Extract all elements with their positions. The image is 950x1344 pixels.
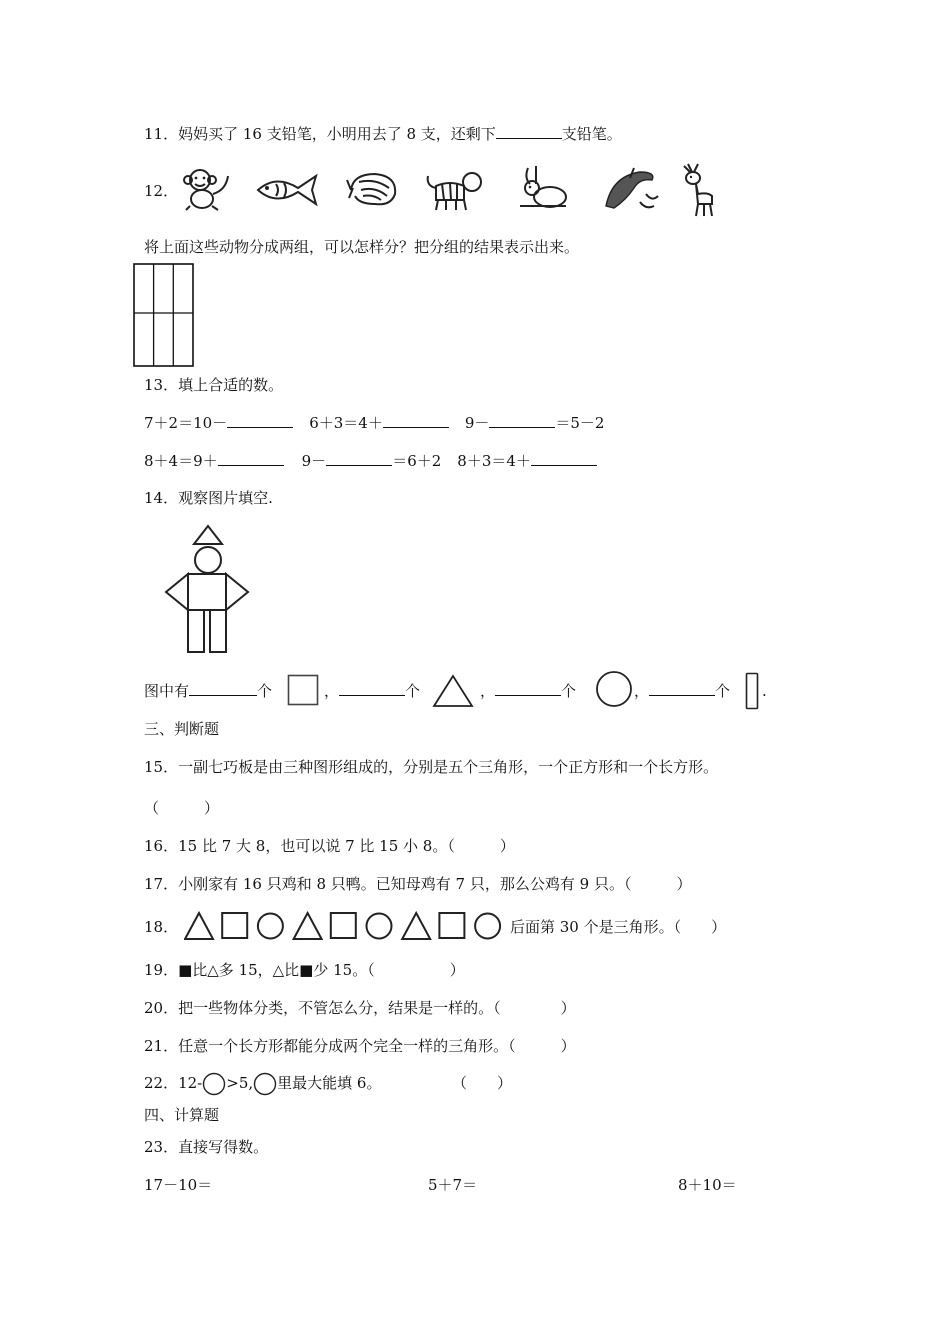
- question-22: [144, 1072, 381, 1096]
- question-11: [144, 123, 622, 145]
- q23-item-2: 5＋7＝: [428, 1176, 478, 1194]
- q23-item-3: 8＋10＝: [678, 1176, 737, 1194]
- q12-number: 12．: [144, 182, 179, 200]
- q14-unit-3: 个: [561, 682, 577, 700]
- q13-blank-5[interactable]: [326, 451, 392, 466]
- q14-fill-line-2: [324, 680, 420, 702]
- sequence-triangle-icon: [185, 913, 213, 939]
- q13-title: 13．填上合适的数。: [144, 376, 284, 394]
- shrimp-icon: [345, 168, 401, 210]
- q22-part-b: >5,: [226, 1074, 254, 1092]
- q14-sep-3: ，: [634, 682, 650, 700]
- q14-unit-4: 个: [715, 682, 731, 700]
- q13-eq-1: 7＋2＝10－: [144, 414, 228, 432]
- deer-icon: [678, 162, 718, 218]
- q13-row-1: [144, 412, 604, 434]
- sequence-square-icon: [331, 913, 356, 938]
- q15-answer-paren[interactable]: （ ）: [144, 799, 220, 817]
- section-3-heading: 三、判断题: [144, 720, 220, 738]
- q13-blank-2[interactable]: [383, 413, 449, 428]
- sequence-circle-icon: [258, 914, 283, 939]
- q13-eq-6: 8＋3＝4＋: [457, 452, 531, 470]
- sequence-square-icon: [222, 913, 247, 938]
- q14-fill-line: [144, 680, 272, 702]
- q22-circle-icon-1: [202, 1072, 226, 1096]
- square-icon: [287, 674, 319, 706]
- q18-number: 18．: [144, 918, 179, 936]
- fish-icon: [254, 172, 320, 208]
- q13-eq-2: 6＋3＝4＋: [309, 414, 383, 432]
- circle-icon: [595, 670, 633, 708]
- question-15: 15．一副七巧板是由三种图形组成的，分别是五个三角形，一个正方形和一个长方形。: [144, 758, 719, 776]
- q13-eq-5a: 9－: [301, 452, 327, 470]
- q14-fill-line-4: [634, 680, 730, 702]
- sequence-square-icon: [439, 913, 464, 938]
- q14-sep-1: ，: [324, 682, 340, 700]
- q13-eq-3b: ＝5－2: [555, 414, 605, 432]
- tiger-icon: [424, 168, 488, 212]
- section-4-heading: 四、计算题: [144, 1106, 220, 1124]
- q13-eq-4: 8＋4＝9＋: [144, 452, 218, 470]
- grouping-grid[interactable]: [133, 263, 194, 367]
- rectangle-icon: [745, 672, 759, 710]
- question-16: 16．15 比 7 大 8，也可以说 7 比 15 小 8。（ ）: [144, 837, 515, 855]
- q14-sep-2: ，: [480, 682, 496, 700]
- sequence-circle-icon: [367, 914, 392, 939]
- q14-fill-line-3: [480, 680, 576, 702]
- q13-blank-3[interactable]: [489, 413, 555, 428]
- q23-title: 23．直接写得数。: [144, 1138, 269, 1156]
- q14-blank-square[interactable]: [189, 681, 257, 696]
- shape-sequence: [184, 911, 510, 941]
- q13-blank-4[interactable]: [218, 451, 284, 466]
- q13-blank-1[interactable]: [227, 413, 293, 428]
- q13-row-2: [144, 450, 597, 472]
- q11-text-end: 支铅笔。: [561, 125, 622, 143]
- triangle-icon: [432, 674, 474, 708]
- q14-unit-2: 个: [405, 682, 421, 700]
- sequence-circle-icon: [475, 914, 500, 939]
- q11-blank[interactable]: [496, 124, 562, 139]
- q22-answer-paren[interactable]: （ ）: [452, 1074, 513, 1092]
- q14-blank-rectangle[interactable]: [649, 681, 715, 696]
- monkey-icon: [180, 166, 232, 212]
- dolphin-icon: [600, 166, 660, 212]
- q13-eq-5b: ＝6＋2: [392, 452, 442, 470]
- sequence-triangle-icon: [294, 913, 322, 939]
- q14-blank-circle[interactable]: [495, 681, 561, 696]
- question-21: 21．任意一个长方形都能分成两个完全一样的三角形。（ ）: [144, 1037, 576, 1055]
- q14-title: 14．观察图片填空.: [144, 489, 273, 507]
- q22-circle-icon-2: [253, 1072, 277, 1096]
- q14-blank-triangle[interactable]: [339, 681, 405, 696]
- q13-blank-6[interactable]: [531, 451, 597, 466]
- question-18: 后面第 30 个是三角形。（ ）: [510, 918, 727, 936]
- q14-end: .: [762, 682, 767, 700]
- q22-part-c: 里最大能填 6。: [277, 1074, 382, 1092]
- question-17: 17．小刚家有 16 只鸡和 8 只鸭。已知母鸡有 7 只，那么公鸡有 9 只。（ ）: [144, 875, 692, 893]
- q12-instruction: 将上面这些动物分成两组，可以怎样分？把分组的结果表示出来。: [144, 238, 580, 256]
- sequence-triangle-icon: [402, 913, 430, 939]
- q22-part-a: 22．12-: [144, 1074, 203, 1092]
- q13-eq-3a: 9－: [464, 414, 490, 432]
- question-20: 20．把一些物体分类，不管怎么分，结果是一样的。（ ）: [144, 999, 576, 1017]
- q14-prefix: 图中有: [144, 682, 190, 700]
- q11-text: 11．妈妈买了 16 支铅笔，小明用去了 8 支，还剩下: [144, 125, 496, 143]
- rabbit-icon: [514, 164, 570, 210]
- q23-item-1: 17－10＝: [144, 1176, 213, 1194]
- q14-unit-1: 个: [257, 682, 273, 700]
- question-19: 19．■比△多 15，△比■少 15。（ ）: [144, 961, 465, 979]
- shape-figure: [162, 522, 254, 656]
